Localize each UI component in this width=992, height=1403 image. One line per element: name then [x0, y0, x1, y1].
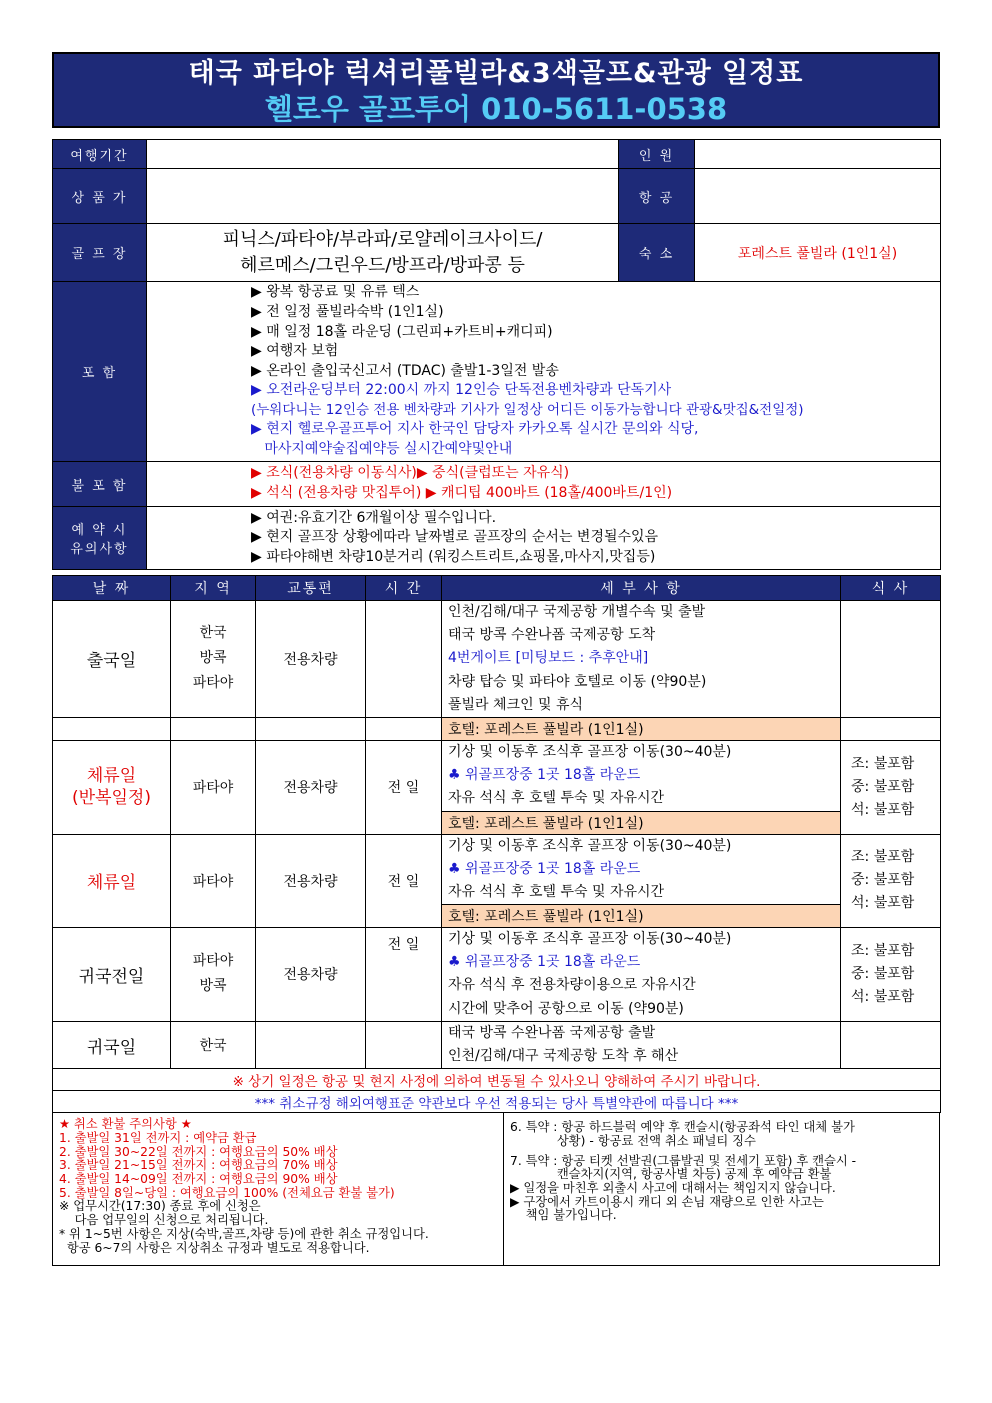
refund-extra: 항공 6~7의 사항은 지상취소 규정과 별도로 적용합니다. [59, 1240, 370, 1255]
pax-value [695, 140, 941, 169]
refund-special: 캔슬차지(지역, 항공사별 차등) 공제 후 예약금 환불 [510, 1167, 832, 1182]
hotel-line: 호텔: 포레스트 풀빌라 (1인1실) [442, 905, 841, 928]
list-item: (누워다니는 12인승 전용 벤차량과 기사가 일정상 어디든 이동가능합니다 관광&맛집&전일정) [251, 401, 804, 418]
day-details: 인천/김해/대구 국제공항 개별수속 및 출발 태국 방콕 수완나폼 국제공항 도착 4번게이트 [미팅보드 : 추후안내] 차량 탑승 및 파타야 호텔로 이동 (약90분) 풀빌라 체크인 및 휴식 [442, 601, 841, 718]
day-region: 한국 방콕 파타야 [171, 601, 256, 718]
golf-courses: 피닉스/파타야/부라파/로얄레이크사이드/ 헤르메스/그린우드/방프라/방파콩 등 [147, 224, 619, 282]
hotel-line: 호텔: 포레스트 풀빌라 (1인1실) [442, 811, 841, 834]
refund-extra: * 위 1~5번 사항은 지상(숙박,골프,차량 등)에 관한 취소 규정입니다. [59, 1226, 429, 1241]
page-title: 태국 파타야 럭셔리풀빌라&3색골프&관광 일정표 [188, 58, 804, 89]
refund-left-column [59, 1118, 499, 1255]
notice-list [147, 507, 941, 570]
air-value [695, 169, 941, 224]
day-region: 한국 [171, 1021, 256, 1068]
table-row [53, 717, 941, 740]
table-row [53, 1069, 941, 1091]
day-time: 전 일 [366, 740, 442, 834]
itinerary-page [52, 52, 940, 1266]
day-time: 전 일 [366, 834, 442, 928]
col-date: 날 짜 [53, 576, 171, 601]
refund-policy-box [52, 1113, 940, 1266]
refund-extra: ※ 업무시간(17:30) 종료 후에 신청은 [59, 1199, 261, 1214]
price-value [147, 169, 619, 224]
schedule-header [53, 576, 941, 601]
refund-title: ★ 취소 환불 주의사항 ★ [59, 1117, 192, 1132]
col-time: 시 간 [366, 576, 442, 601]
table-row [53, 1021, 941, 1068]
title-banner [52, 52, 940, 128]
refund-special: 책임 불가입니다. [510, 1208, 617, 1223]
refund-special: ▶ 일정을 마친후 외출시 사고에 대해서는 책임지지 않습니다. [510, 1181, 836, 1195]
day-transport: 전용차량 [256, 834, 366, 928]
list-item: ▶ 온라인 출입국신고서 (TDAC) 출발1-3일전 발송 [251, 362, 559, 379]
refund-extra: 다음 업무일의 신청으로 처리됩니다. [59, 1213, 269, 1228]
day-time: 전 일 [366, 928, 442, 1022]
day-details: 기상 및 이동후 조식후 골프장 이동(30~40분) ♣ 위골프장중 1곳 18홀 라운드 자유 석식 후 전용차량이용으로 자유시간 시간에 맞추어 공항으로 이동 (약90분) [442, 928, 841, 1022]
refund-item: 4. 출발일 14~09일 전까지 : 여행요금의 90% 배상 [59, 1172, 338, 1186]
day-region: 파타야 [171, 740, 256, 834]
product-info-table [52, 139, 941, 570]
refund-special: 상황) - 항공료 전액 취소 패널티 징수 [510, 1133, 756, 1148]
list-item: ▶ 여행자 보험 [251, 343, 339, 360]
day-region: 파타야 [171, 834, 256, 928]
refund-item: 3. 출발일 21~15일 전까지 : 여행요금의 70% 배상 [59, 1158, 338, 1173]
refund-right-column [503, 1113, 939, 1265]
day-meals [841, 1021, 941, 1068]
excl-label: 불 포 함 [53, 462, 147, 507]
day-time [366, 601, 442, 718]
incl-label: 포 함 [53, 282, 147, 462]
schedule-change-note: ※ 상기 일정은 항공 및 현지 사정에 의하여 변동될 수 있사오니 양해하여 주시기 바랍니다. [53, 1069, 941, 1091]
col-region: 지 역 [171, 576, 256, 601]
list-item: ▶ 현지 골프장 상황에따라 날짜별로 골프장의 순서는 변경될수있음 [251, 529, 659, 546]
day-transport: 전용차량 [256, 740, 366, 834]
stay-value: 포레스트 풀빌라 (1인1실) [695, 224, 941, 282]
day-transport: 전용차량 [256, 601, 366, 718]
price-label: 상 품 가 [53, 169, 147, 224]
air-label: 항 공 [619, 169, 695, 224]
day-transport: 전용차량 [256, 928, 366, 1022]
day-meals: 조: 불포함 중: 불포함 석: 불포함 [841, 928, 941, 1022]
stay-label: 숙 소 [619, 224, 695, 282]
incl-list [147, 282, 941, 462]
list-item: ▶ 여권:유효기간 6개월이상 필수입니다. [251, 509, 497, 526]
day-meals: 조: 불포함 중: 불포함 석: 불포함 [841, 834, 941, 928]
day-meals: 조: 불포함 중: 불포함 석: 불포함 [841, 740, 941, 834]
refund-special: 7. 특약 : 항공 티켓 선발권(그룹발권 및 전세기 포함) 후 캔슬시 - [510, 1153, 857, 1168]
day-time [366, 1021, 442, 1068]
refund-special: ▶ 구장에서 카트이용시 캐디 외 손님 재량으로 인한 사고는 [510, 1194, 824, 1209]
schedule-table [52, 575, 941, 1113]
col-meals: 식 사 [841, 576, 941, 601]
day-date: 귀국전일 [53, 928, 171, 1022]
day-date: 체류일 (반복일정) [53, 740, 171, 834]
refund-special: 6. 특약 : 항공 하드블럭 예약 후 캔슬시(항공좌석 타인 대체 불가 [510, 1120, 855, 1135]
day-details: 기상 및 이동후 조식후 골프장 이동(30~40분) ♣ 위골프장중 1곳 18홀 라운드 자유 석식 후 호텔 투숙 및 자유시간 [442, 740, 841, 811]
list-item: 마사지예약술집예약등 실시간예약및안내 [251, 441, 513, 458]
list-item: ▶ 석식 (전용차량 맛집투어) ▶ 캐디팁 400바트 (18홀/400바트/1인) [251, 485, 673, 501]
hotel-line: 호텔: 포레스트 풀빌라 (1인1실) [442, 717, 841, 740]
period-label: 여행기간 [53, 140, 147, 169]
day-details: 태국 방콕 수완나폼 국제공항 출발 인천/김해/대구 국제공항 도착 후 해산 [442, 1021, 841, 1068]
day-date: 체류일 [53, 834, 171, 928]
golf-label: 골 프 장 [53, 224, 147, 282]
special-terms-note: *** 취소규정 해외여행표준 약관보다 우선 적용되는 당사 특별약관에 따릅니다 *** [53, 1091, 941, 1113]
list-item: ▶ 파타야해변 차량10분거리 (워킹스트리트,쇼핑몰,마사지,맛집등) [251, 548, 656, 565]
table-row [53, 928, 941, 1022]
table-row [53, 834, 941, 905]
day-transport [256, 1021, 366, 1068]
excl-list [147, 462, 941, 507]
day-date: 귀국일 [53, 1021, 171, 1068]
table-row [53, 740, 941, 811]
col-transport: 교통편 [256, 576, 366, 601]
refund-item: 1. 출발일 31일 전까지 : 예약금 환급 [59, 1130, 257, 1145]
col-details: 세 부 사 항 [442, 576, 841, 601]
day-region: 파타야 방콕 [171, 928, 256, 1022]
table-row [53, 601, 941, 718]
notice-label: 예 약 시 유의사항 [53, 507, 147, 570]
period-value [147, 140, 619, 169]
list-item: ▶ 매 일정 18홀 라운딩 (그린피+카트비+캐디피) [251, 323, 553, 340]
pax-label: 인 원 [619, 140, 695, 169]
day-meals [841, 601, 941, 718]
table-row [53, 1091, 941, 1113]
list-item: ▶ 현지 헬로우골프투어 지사 한국인 담당자 카카오톡 실시간 문의와 식당, [251, 421, 699, 438]
day-details: 기상 및 이동후 조식후 골프장 이동(30~40분) ♣ 위골프장중 1곳 18홀 라운드 자유 석식 후 호텔 투숙 및 자유시간 [442, 834, 841, 905]
contact-line: 헬로우 골프투어 010-5611-0538 [264, 92, 728, 126]
refund-item: 5. 출발일 8일~당일 : 여행요금의 100% (전체요금 환불 불가) [59, 1185, 395, 1200]
list-item: ▶ 조식(전용차량 이동식사)▶ 중식(클럽또는 자유식) [251, 465, 570, 482]
list-item: ▶ 전 일정 풀빌라숙박 (1인1실) [251, 303, 444, 320]
refund-item: 2. 출발일 30~22일 전까지 : 여행요금의 50% 배상 [59, 1144, 338, 1159]
list-item: ▶ 왕복 항공료 및 유류 텍스 [251, 284, 420, 301]
list-item: ▶ 오전라운딩부터 22:00시 까지 12인승 단독전용벤차량과 단독기사 [251, 382, 672, 399]
day-date: 출국일 [53, 601, 171, 718]
